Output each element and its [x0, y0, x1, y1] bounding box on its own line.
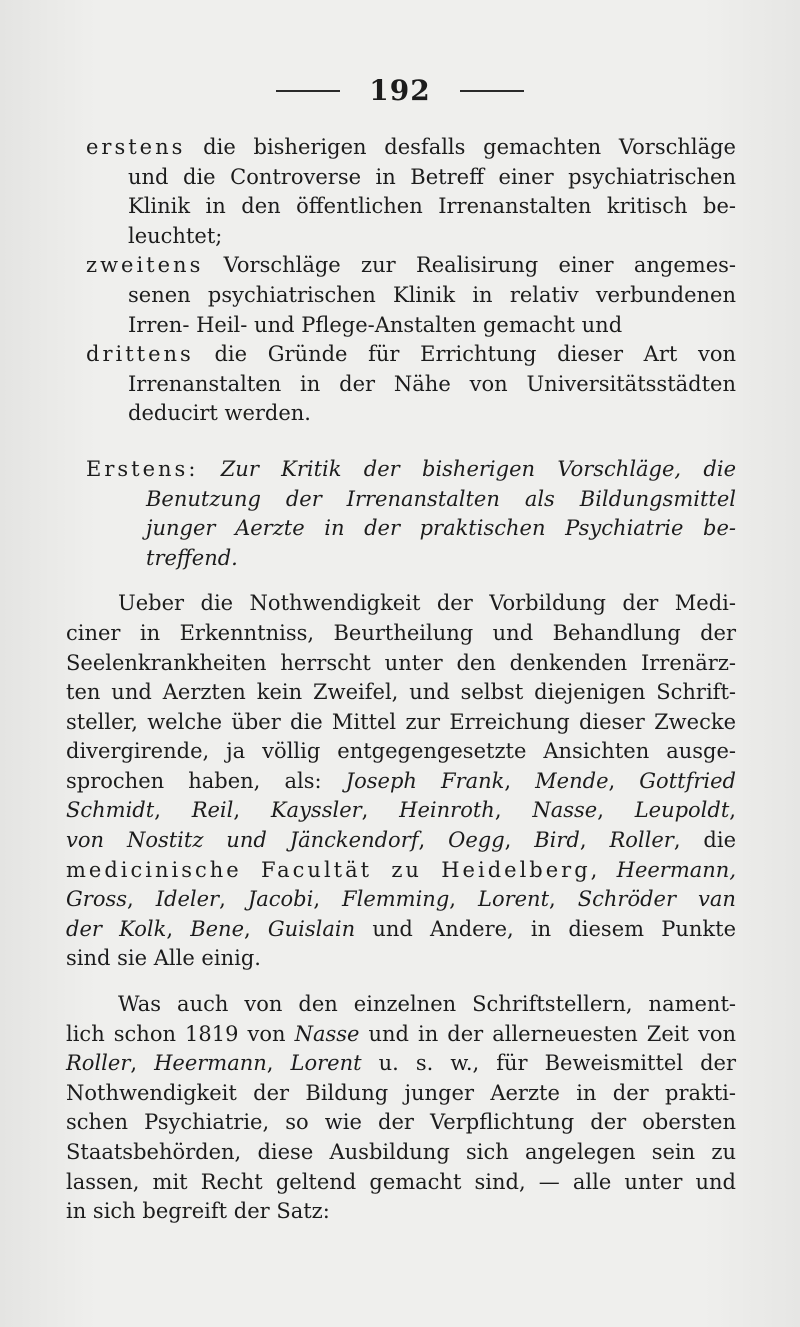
italic-text: Roller	[66, 1051, 131, 1076]
italic-text: Schröder van	[577, 887, 736, 912]
text-run: ,	[361, 798, 400, 823]
text-line	[66, 1138, 736, 1168]
text-line	[86, 251, 736, 281]
text-line	[66, 915, 736, 945]
italic-text: junger Aerzte in der praktischen Psychiatrie be-	[146, 516, 736, 541]
text-run: ,	[233, 798, 271, 823]
text-run: schen Psychiatrie, so wie der Verpflichtung der obersten	[66, 1110, 736, 1135]
italic-text: Ideler	[155, 887, 220, 912]
text-run: ,	[154, 798, 192, 823]
italic-text: Kayssler	[270, 798, 362, 823]
text-line	[66, 885, 736, 915]
text-run: und Andere, in diesem Punkte	[355, 916, 737, 941]
header-rule-left	[276, 90, 340, 92]
text-line	[66, 222, 736, 252]
italic-text: Lorent	[290, 1051, 362, 1076]
spaced-text: medicinische Facultät zu Heidelberg,	[66, 857, 601, 882]
italic-text: Nasse	[532, 798, 598, 823]
text-run: und die Controverse in Betreff einer psychiatrischen	[128, 164, 736, 189]
text-line	[66, 990, 736, 1020]
text-run: ,	[266, 1051, 291, 1076]
text-run: Was auch von den einzelnen Schriftstellern, nament-	[118, 992, 736, 1017]
text-run: in sich begreift der Satz:	[66, 1199, 330, 1224]
text-run: steller, welche über die Mittel zur Erreichung dieser Zwecke	[66, 709, 736, 734]
text-line	[66, 678, 736, 708]
text-run: und in der allerneuesten Zeit von	[359, 1021, 736, 1046]
spaced-text: zweitens	[86, 253, 204, 278]
italic-text: von Nostitz und Jänckendorf	[66, 828, 419, 853]
text-run: ciner in Erkenntniss, Beurtheilung und Behandlung der	[66, 620, 736, 645]
text-line	[66, 1197, 736, 1227]
text-run: Seelenkrankheiten herrscht unter den denkenden Irrenärz-	[66, 650, 736, 675]
text-run	[198, 457, 220, 481]
italic-text: Reil	[191, 798, 234, 823]
text-run: sind sie Alle einig.	[66, 946, 261, 971]
text-line	[66, 589, 736, 619]
text-run: Irrenanstalten in der Nähe von Universitätsstädten	[128, 371, 736, 396]
italic-text: Guislain	[267, 916, 356, 941]
italic-text: Oegg	[448, 828, 505, 853]
text-run: ,	[219, 887, 248, 912]
text-line	[86, 133, 736, 163]
text-line	[66, 944, 736, 974]
text-line	[66, 708, 736, 738]
text-line	[66, 619, 736, 649]
italic-text: Gottfried	[639, 768, 736, 793]
text-line	[66, 826, 736, 856]
text-line	[66, 649, 736, 679]
italic-text: Benutzung der Irrenanstalten als Bildungsmittel	[146, 486, 736, 511]
page-header	[0, 74, 800, 107]
text-run: ,	[449, 887, 478, 912]
text-run: , die	[673, 828, 736, 853]
italic-text: Nasse	[294, 1021, 360, 1046]
text-run: u. s. w., für Beweismittel der	[361, 1051, 736, 1076]
text-run: ,	[729, 798, 736, 823]
text-run: Irren- Heil- und Pflege-Anstalten gemacht und	[128, 312, 623, 337]
text-run: lich schon 1819 von	[66, 1021, 295, 1046]
spaced-text: drittens	[86, 342, 194, 367]
text-run: ,	[313, 887, 343, 912]
text-run: ten und Aerzten kein Zweifel, und selbst diejenigen Schrift-	[66, 680, 736, 705]
body-text	[66, 133, 736, 1227]
text-line	[66, 737, 736, 767]
text-run: lassen, mit Recht geltend gemacht sind, — alle unter und	[66, 1169, 736, 1194]
text-run: divergirende, ja völlig entgegengesetzte Ansichten ausge-	[66, 739, 736, 764]
spaced-text: Erstens:	[86, 456, 199, 481]
text-run: ,	[597, 798, 635, 823]
text-run: Klinik in den öffentlichen Irrenanstalten kritisch be-	[128, 194, 736, 219]
text-run: ,	[608, 768, 640, 793]
text-run: Staatsbehörden, diese Ausbildung sich angelegen sein zu	[66, 1140, 736, 1164]
text-run: die bisherigen desfalls gemachten Vorschläge	[185, 135, 736, 159]
text-line	[66, 192, 736, 222]
text-run: Ueber die Nothwendigkeit der Vorbildung der Medi-	[118, 591, 736, 616]
italic-text: Leupoldt	[634, 798, 730, 823]
text-run: ,	[127, 887, 156, 912]
italic-text: Heermann,	[616, 857, 736, 882]
italic-text: der Kolk	[66, 916, 167, 941]
text-run	[600, 858, 616, 882]
text-line	[66, 796, 736, 826]
italic-text: Jacobi	[247, 887, 314, 912]
text-line	[66, 163, 736, 193]
text-run: sprochen haben, als:	[66, 768, 346, 793]
text-line	[66, 1049, 736, 1079]
text-line	[66, 1020, 736, 1050]
text-line	[66, 856, 736, 886]
text-run: ,	[504, 768, 536, 793]
italic-text: Heinroth	[399, 798, 495, 823]
italic-text: Heermann	[154, 1051, 267, 1076]
page-number: 192	[369, 74, 431, 107]
text-run: ,	[166, 916, 191, 941]
italic-text: Bene	[190, 916, 244, 941]
italic-text: Joseph Frank	[345, 768, 505, 793]
italic-text: Roller	[609, 828, 674, 853]
text-run: Nothwendigkeit der Bildung junger Aerzte in der prakti-	[66, 1080, 736, 1105]
text-line	[66, 281, 736, 311]
text-line	[66, 1108, 736, 1138]
text-run: ,	[549, 887, 578, 912]
text-run: ,	[244, 916, 268, 941]
italic-text: treffend.	[146, 545, 238, 570]
text-run: Vorschläge zur Realisirung einer angemes-	[203, 253, 736, 278]
italic-text: Gross	[66, 887, 128, 912]
section-heading-line	[66, 544, 736, 574]
text-line	[66, 370, 736, 400]
text-run: ,	[418, 828, 449, 853]
text-run: die Gründe für Errichtung dieser Art von	[193, 342, 736, 367]
section-heading-line	[66, 485, 736, 515]
italic-text: Lorent	[478, 887, 550, 912]
text-line	[86, 340, 736, 370]
italic-text: Mende	[535, 768, 609, 793]
section-heading-line	[86, 455, 736, 485]
section-heading-line	[66, 514, 736, 544]
italic-text: Flemming	[342, 887, 450, 912]
text-line	[66, 1079, 736, 1109]
italic-text: Bird	[534, 828, 580, 853]
text-run: deducirt werden.	[128, 401, 311, 426]
text-line	[66, 1168, 736, 1198]
text-run: ,	[504, 828, 535, 853]
text-run: ,	[494, 798, 533, 823]
text-line	[66, 311, 736, 341]
text-run: leuchtet;	[128, 223, 223, 248]
italic-text: Schmidt	[66, 798, 155, 823]
spaced-text: erstens	[86, 135, 186, 159]
text-run: ,	[130, 1051, 155, 1076]
text-run: ,	[579, 828, 610, 853]
italic-text: Zur Kritik der bisherigen Vorschläge, die	[220, 456, 736, 481]
text-line	[66, 767, 736, 797]
header-rule-right	[460, 90, 524, 92]
text-run: senen psychiatrischen Klinik in relativ verbundenen	[128, 282, 736, 307]
text-line	[66, 399, 736, 429]
